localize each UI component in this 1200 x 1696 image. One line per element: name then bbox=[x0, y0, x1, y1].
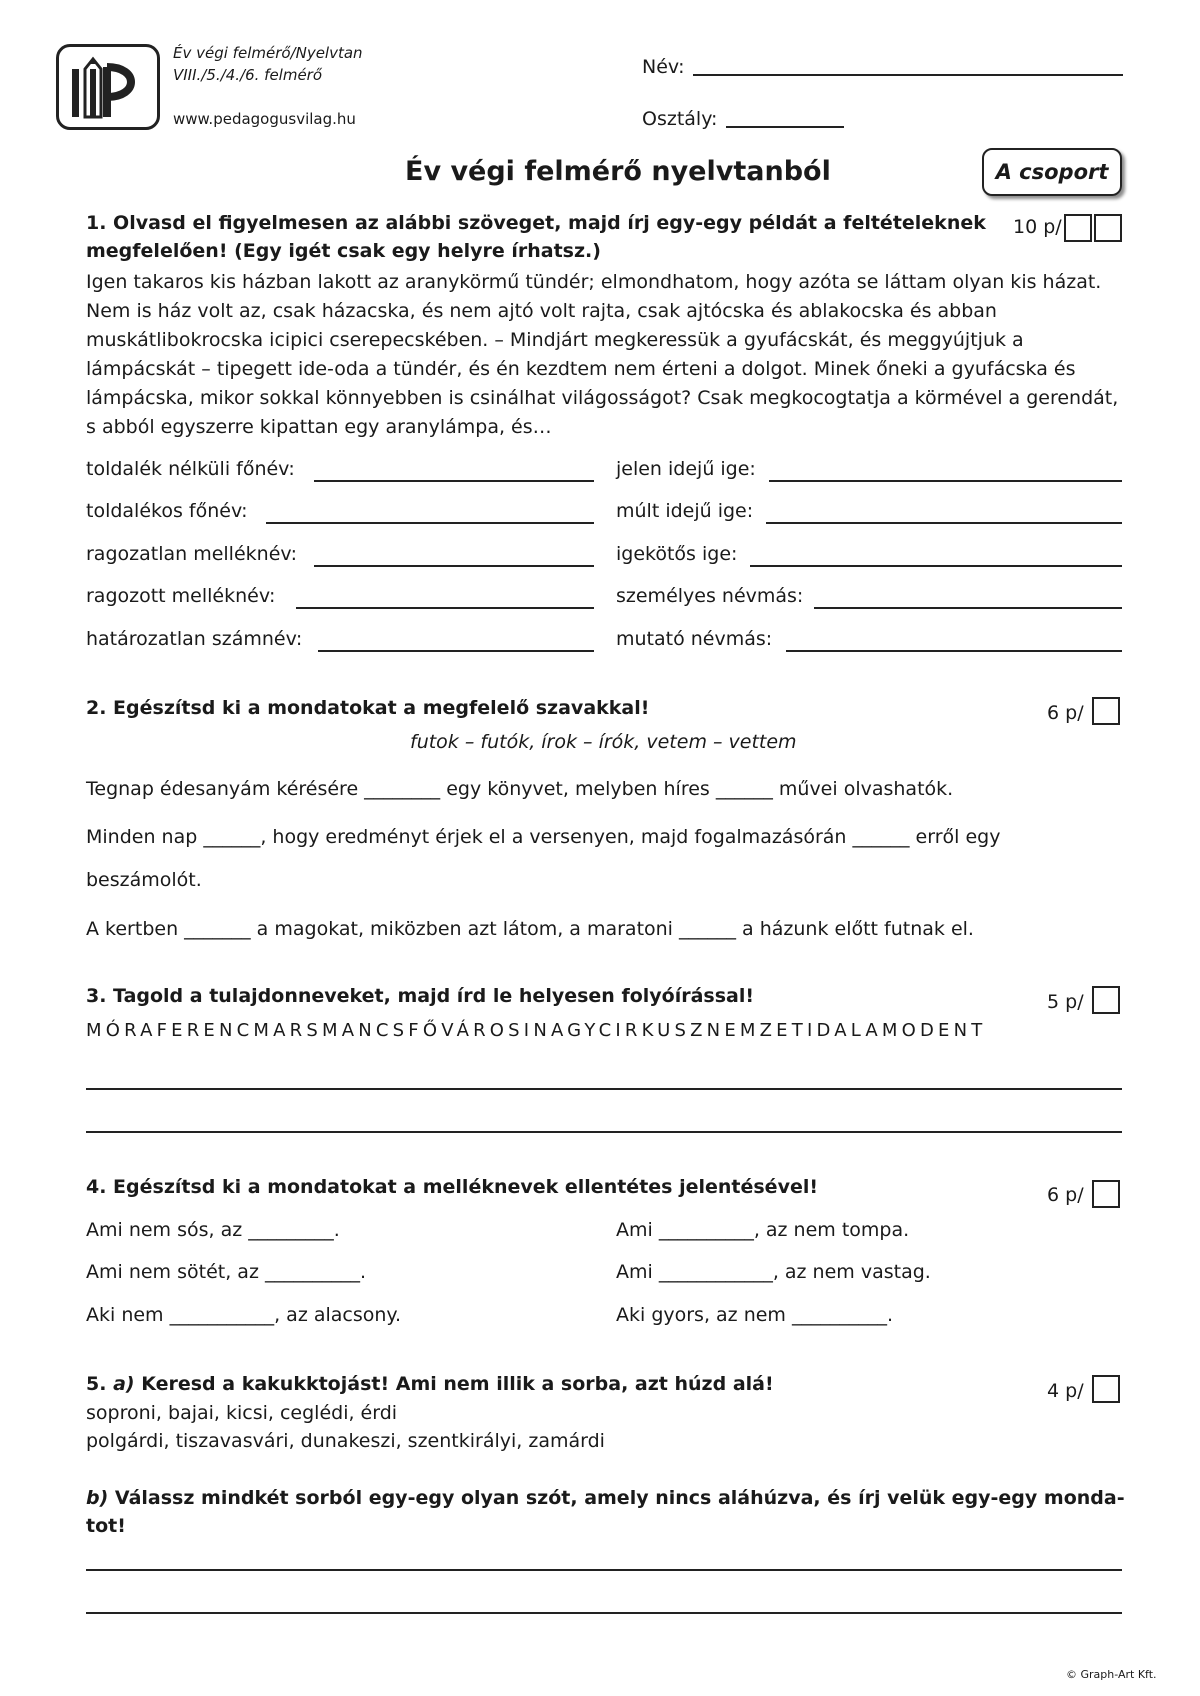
q1-answer-line[interactable] bbox=[296, 607, 594, 609]
q1-instruction-cont: megfelelően! (Egy igét csak egy helyre írhatsz.) bbox=[86, 240, 601, 262]
q5-instruction-a bbox=[86, 1373, 774, 1395]
q5-part-b-marker: b) bbox=[86, 1487, 109, 1509]
q1-answer-line[interactable] bbox=[786, 650, 1122, 652]
q3-score-box[interactable] bbox=[1092, 986, 1120, 1014]
q5-instruction-a-text: Keresd a kakukktojást! Ami nem illik a sorba, azt húzd alá! bbox=[141, 1373, 774, 1395]
q1-answer-line[interactable] bbox=[814, 607, 1122, 609]
q5-points: 4 p/ bbox=[1047, 1380, 1084, 1402]
q3-instruction: 3. Tagold a tulajdonneveket, majd írd le helyesen folyóírással! bbox=[86, 985, 755, 1007]
q4-score-box[interactable] bbox=[1092, 1180, 1120, 1208]
q2-sentence: Tegnap édesanyám kérésére ________ egy könyvet, melyben híres ______ művei olvashatók. bbox=[86, 778, 954, 800]
q4-sentence: Aki nem ___________, az alacsony. bbox=[86, 1304, 401, 1326]
q3-letter-sequence: MÓRAFERENCMARSMANCSFŐVÁROSINAGYCIRKUSZNEMZETIDALAMODENT bbox=[86, 1020, 987, 1041]
q5-word-row[interactable]: soproni, bajai, kicsi, ceglédi, érdi bbox=[86, 1402, 398, 1424]
q4-sentence: Ami ____________, az nem vastag. bbox=[616, 1261, 931, 1283]
q1-answer-line[interactable] bbox=[318, 650, 594, 652]
q1-field-label: mutató névmás: bbox=[616, 628, 773, 650]
q4-instruction: 4. Egészítsd ki a mondatokat a melléknevek ellentétes jelentésével! bbox=[86, 1176, 819, 1198]
q5-instruction-b bbox=[86, 1487, 1125, 1509]
q2-instruction: 2. Egészítsd ki a mondatokat a megfelelő szavakkal! bbox=[86, 697, 650, 719]
q1-score-box[interactable] bbox=[1094, 214, 1122, 242]
q1-field-label: múlt idejű ige: bbox=[616, 500, 754, 522]
q1-instruction: 1. Olvasd el figyelmesen az alábbi szöveget, majd írj egy-egy példát a feltételeknek bbox=[86, 212, 986, 234]
q1-field-label: toldalékos főnév: bbox=[86, 500, 248, 522]
q5-instruction-b-cont: tot! bbox=[86, 1515, 126, 1537]
q3-points: 5 p/ bbox=[1047, 991, 1084, 1013]
q5-number: 5. bbox=[86, 1373, 107, 1395]
q5-score-box[interactable] bbox=[1092, 1375, 1120, 1403]
class-field[interactable] bbox=[726, 126, 844, 128]
q1-answer-line[interactable] bbox=[769, 480, 1122, 482]
q1-reading-text: Igen takaros kis házban lakott az aranykörmű tündér; elmondhatom, hogy azóta se láttam olyan kis házat. Nem is ház volt az, csak házacska, és nem ajtó volt rajta, csak ajtócska és ablakocska és abban muskátlibokrocska icipici cserepecskében. – Mindjárt megkeressük a gyufácskát, és meggyújtjuk a lámpácskát – tipegett ide-oda a tündér, és én kezdtem nem érteni a dolgot. Minek őneki a gyufácska és lámpácska, mikor sokkal könnyebben is csinálhat világosságot? Csak megkocogtatja a körmével a gerendát, s abból egyszerre kipattan egy aranylámpa, és… bbox=[86, 271, 1119, 438]
website-link[interactable]: www.pedagogusvilag.hu bbox=[173, 110, 356, 128]
q1-answer-line[interactable] bbox=[766, 522, 1122, 524]
q1-field-label: toldalék nélküli főnév: bbox=[86, 458, 295, 480]
q2-word-bank: futok – futók, írok – írók, vetem – vettem bbox=[410, 731, 797, 753]
pencil-logo-icon bbox=[59, 47, 157, 127]
q4-sentence: Ami nem sötét, az __________. bbox=[86, 1261, 366, 1283]
q5-instruction-b-text: Válassz mindkét sorból egy-egy olyan szót, amely nincs aláhúzva, és írj velük egy-egy monda- bbox=[114, 1487, 1125, 1509]
q1-answer-line[interactable] bbox=[750, 565, 1122, 567]
q1-answer-line[interactable] bbox=[314, 480, 594, 482]
q5-answer-line[interactable] bbox=[86, 1612, 1122, 1614]
q2-sentence: A kertben _______ a magokat, miközben azt látom, a maratoni ______ a házunk előtt futnak el. bbox=[86, 918, 974, 940]
copyright: © Graph-Art Kft. bbox=[1066, 1668, 1157, 1681]
q5-answer-line[interactable] bbox=[86, 1569, 1122, 1571]
q3-answer-line[interactable] bbox=[86, 1131, 1122, 1133]
q2-score-box[interactable] bbox=[1092, 697, 1120, 725]
q1-answer-line[interactable] bbox=[314, 565, 594, 567]
q2-sentence: Minden nap ______, hogy eredményt érjek el a versenyen, majd fogalmazásórán ______ erről egy bbox=[86, 826, 1001, 848]
q1-points: 10 p/ bbox=[1013, 216, 1062, 238]
q1-field-label: személyes névmás: bbox=[616, 585, 804, 607]
q2-sentence-cont: beszámolót. bbox=[86, 869, 202, 891]
q4-sentence: Aki gyors, az nem __________. bbox=[616, 1304, 894, 1326]
q4-points: 6 p/ bbox=[1047, 1184, 1084, 1206]
q1-field-label: igekötős ige: bbox=[616, 543, 738, 565]
q1-answer-line[interactable] bbox=[266, 522, 594, 524]
q3-answer-line[interactable] bbox=[86, 1088, 1122, 1090]
q1-field-label: ragozatlan melléknév: bbox=[86, 543, 297, 565]
exam-title: Év végi felmérő/Nyelvtan bbox=[173, 44, 363, 62]
publisher-logo bbox=[56, 44, 160, 130]
q1-field-label: jelen idejű ige: bbox=[616, 458, 756, 480]
class-label: Osztály: bbox=[642, 108, 718, 130]
name-field[interactable] bbox=[693, 74, 1123, 76]
page-title: Év végi felmérő nyelvtanból bbox=[405, 156, 831, 187]
q5-word-row[interactable]: polgárdi, tiszavasvári, dunakeszi, szentkirályi, zamárdi bbox=[86, 1430, 605, 1452]
q1-score-box[interactable] bbox=[1064, 214, 1092, 242]
group-badge: A csoport bbox=[982, 148, 1122, 196]
q4-sentence: Ami nem sós, az _________. bbox=[86, 1219, 340, 1241]
q2-points: 6 p/ bbox=[1047, 702, 1084, 724]
q1-field-label: ragozott melléknév: bbox=[86, 585, 276, 607]
exam-code: VIII./5./4./6. felmérő bbox=[173, 66, 323, 84]
q4-sentence: Ami __________, az nem tompa. bbox=[616, 1219, 910, 1241]
q5-part-a-marker: a) bbox=[113, 1373, 135, 1395]
q1-field-label: határozatlan számnév: bbox=[86, 628, 303, 650]
name-label: Név: bbox=[642, 56, 685, 78]
